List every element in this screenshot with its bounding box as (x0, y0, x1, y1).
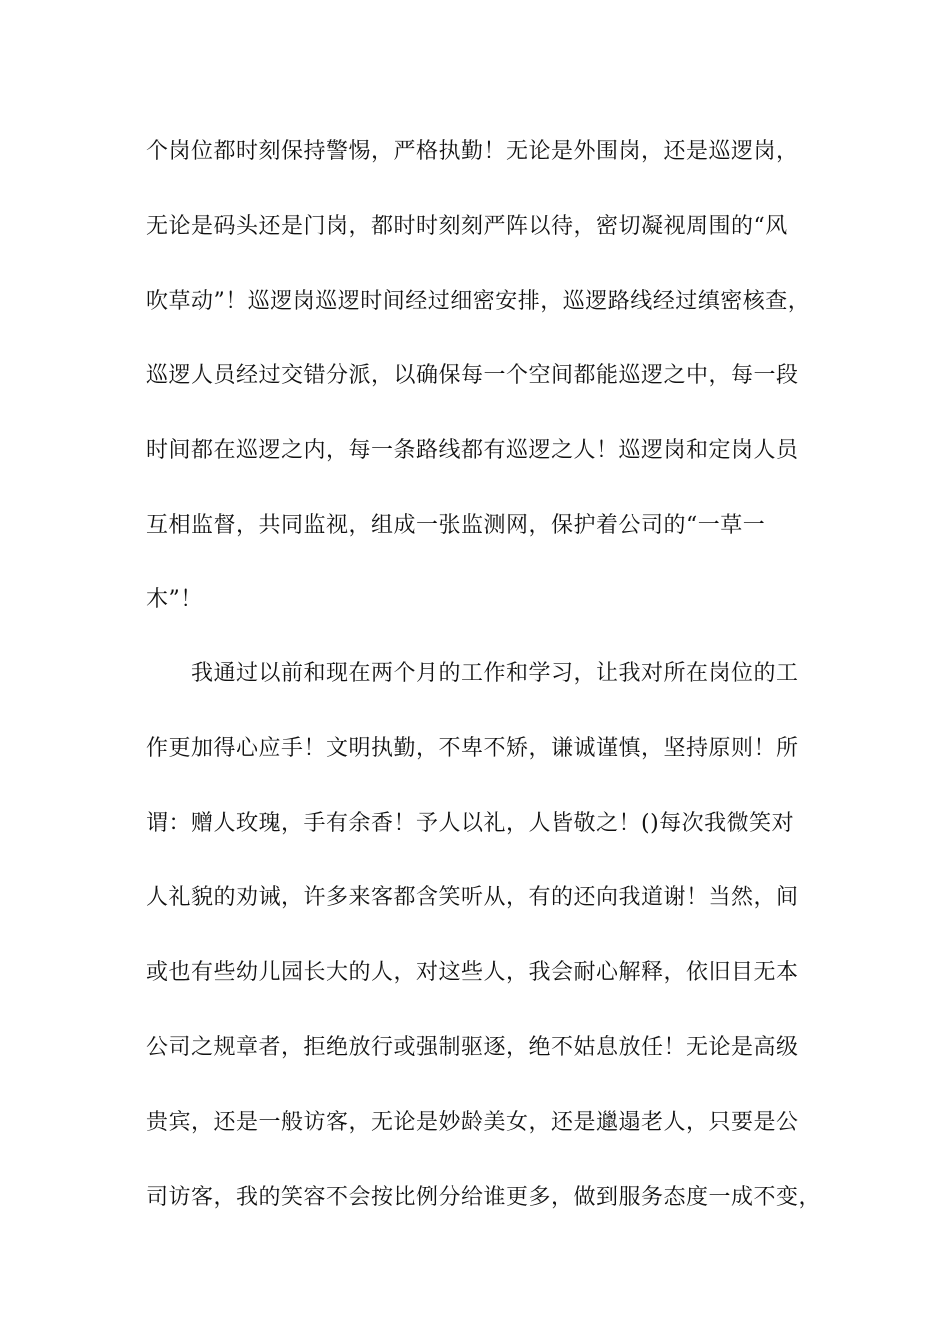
paragraph-line: 吹草动”！巡逻岗巡逻时间经过细密安排，巡逻路线经过缜密核查， (146, 289, 811, 314)
paragraph-line: 个岗位都时刻保持警惕，严格执勤！无论是外围岗，还是巡逻岗， (146, 139, 799, 164)
paragraph-line: 互相监督，共同监视，组成一张监测网，保护着公司的“一草一 (146, 513, 766, 538)
paragraph-line: 木”！ (146, 587, 203, 612)
paragraph-line: 贵宾，还是一般访客，无论是妙龄美女，还是邋遢老人，只要是公 (146, 1110, 799, 1135)
paragraph-first-line: 我通过以前和现在两个月的工作和学习，让我对所在岗位的工 (191, 661, 799, 686)
paragraph-line: 公司之规章者，拒绝放行或强制驱逐，绝不姑息放任！无论是高级 (146, 1035, 799, 1060)
paragraph-line: 人礼貌的劝诫，许多来客都含笑听从，有的还向我道谢！当然，间 (146, 885, 799, 910)
paragraph-line: 作更加得心应手！文明执勤，不卑不矫，谦诚谨慎，坚持原则！所 (146, 736, 799, 761)
paragraph-line: 或也有些幼儿园长大的人，对这些人，我会耐心解释，依旧目无本 (146, 960, 799, 985)
paragraph-line: 无论是码头还是门岗，都时时刻刻严阵以待，密切凝视周围的“风 (146, 214, 788, 239)
paragraph-line: 巡逻人员经过交错分派，以确保每一个空间都能巡逻之中，每一段 (146, 363, 799, 388)
paragraph-line: 司访客，我的笑容不会按比例分给谁更多，做到服务态度一成不变， (146, 1185, 822, 1210)
paragraph-line: 谓：赠人玫瑰，手有余香！予人以礼，人皆敬之！()每次我微笑对 (146, 811, 795, 836)
paragraph-line: 时间都在巡逻之内，每一条路线都有巡逻之人！巡逻岗和定岗人员 (146, 438, 799, 463)
